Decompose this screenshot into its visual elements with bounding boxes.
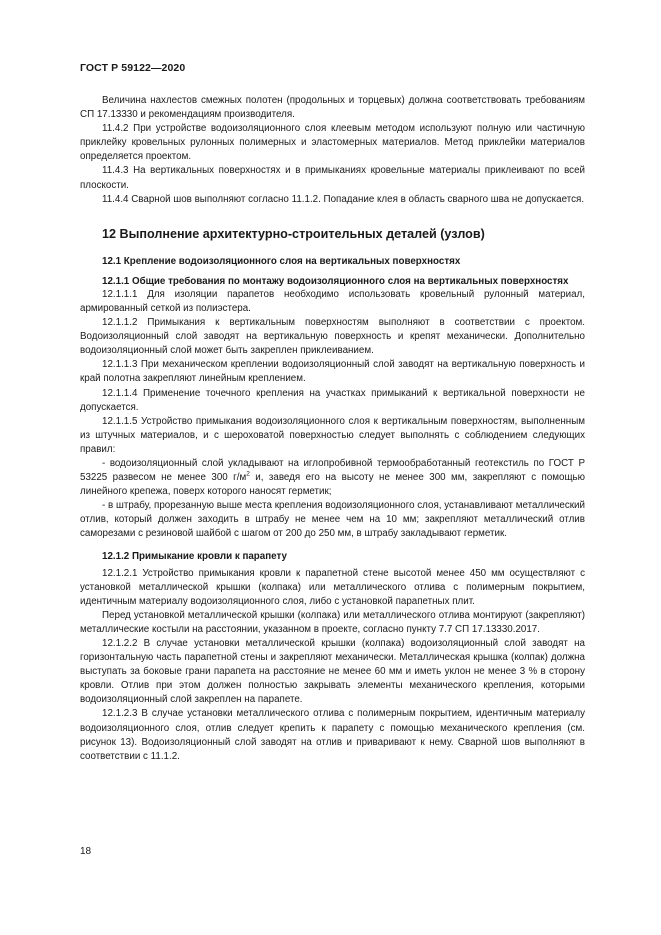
page-number: 18 [80,846,92,857]
list-item [80,457,585,499]
paragraph: Перед установкой металлической крышки (колпака) или металлического отлива монтируют (закрепляют) металлические костыли на расстоянии, указанном в проекте, согласно пункту 7.7 СП 17.13330.2017. [80,609,585,635]
document-body [80,94,585,764]
paragraph: 12.1.1.4 Применение точечного крепления на участках примыканий к вертикальной поверхности не допускается. [80,387,585,413]
list-item: - в штрабу, прорезанную выше места крепления водоизоляционного слоя, устанавливают металлический отлив, который должен заходить в штрабу не менее чем на 10 мм; закрепляют металлический отлив саморезами с резиновой шайбой с шагом от 200 до 250 мм, в штрабу закладывают герметик. [80,500,585,540]
paragraph: 12.1.1.2 Примыкания к вертикальным поверхностям выполняют в соответствии с проектом. Водоизоляционный слой заводят на вертикальную поверхность и крепят механически. Дополнительно водоизоляционный слой может быть закреплен приклеиванием. [80,317,585,357]
clause-heading: 12.1.1 Общие требования по монтажу водоизоляционного слоя на вертикальных поверхностях [102,275,569,287]
list-item-text: - водоизоляционный слой укладывают на иглопробивной термообработанный геотекстиль по ГОСТ Р 53225 развесом не менее 300 г/м [80,457,585,484]
paragraph: 12.1.1.3 При механическом креплении водоизоляционный слой заводят на вертикальную поверхность и край полотна закрепляют линейным креплением. [80,359,585,385]
paragraph: 12.1.1.5 Устройство примыкания водоизоляционного слоя к вертикальным поверхностям, выполненным из штучных материалов, и с шероховатой поверхностью следует выполнять с соблюдением следующих правил: [80,415,585,455]
document-code: ГОСТ Р 59122—2020 [80,62,186,74]
superscript: 2 [246,470,250,478]
paragraph: 11.4.4 Сварной шов выполняют согласно 11.1.2. Попадание клея в область сварного шва не допускается. [102,193,585,205]
paragraph: 12.1.2.1 Устройство примыкания кровли к парапетной стене высотой менее 450 мм осуществляют с установкой металлической крышки (колпака) или металлического отлива с полимерным покрытием, идентичным материалу водоизоляционного слоя, либо с установкой парапетных плит. [80,567,585,607]
paragraph: 12.1.2.2 В случае установки металлической крышки (колпака) водоизоляционный слой заводят на горизонтальную часть парапетной стены и закрепляют механически. Металлическая крышка (колпак) должна выступать за боковые грани парапета на расстояние не менее 60 мм и иметь уклон не менее 3 % в сторону кровли. Отлив при этом должен полностью закрывать элементы механического крепления, которыми водоизоляционный слой закреплен на парапете. [80,638,585,706]
paragraph: 12.1.2.3 В случае установки металлического отлива с полимерным покрытием, идентичным материалу водоизоляционного слоя, отлив следует крепить к парапету с помощью механического крепления (см. рисунок 13). Водоизоляционный слой заводят на отлив и приваривают к нему. Сварной шов выполняют в соответствии с 11.1.2. [80,708,585,762]
paragraph: 12.1.1.1 Для изоляции парапетов необходимо использовать кровельный рулонный материал, армированный сеткой из полиэстера. [80,288,585,314]
section-heading: 12 Выполнение архитектурно-строительных деталей (узлов) [102,226,485,241]
paragraph: 11.4.3 На вертикальных поверхностях и в примыканиях кровельные материалы приклеивают по всей плоскости. [80,165,585,191]
paragraph: 11.4.2 При устройстве водоизоляционного слоя клеевым методом используют полную или частичную приклейку кровельных рулонных полимерных и эластомерных материалов. Метод приклейки материалов определяется проектом. [80,123,585,163]
list-item-text: и, заведя его на высоту не менее 300 мм, закрепляют с помощью линейного крепежа, поверх которого наносят герметик; [80,472,585,498]
subsection-heading: 12.1 Крепление водоизоляционного слоя на вертикальных поверхностях [102,255,461,267]
paragraph: Величина нахлестов смежных полотен (продольных и торцевых) должна соответствовать требованиям СП 17.13330 и рекомендациям производителя. [80,95,585,121]
clause-heading: 12.1.2 Примыкание кровли к парапету [102,550,287,562]
